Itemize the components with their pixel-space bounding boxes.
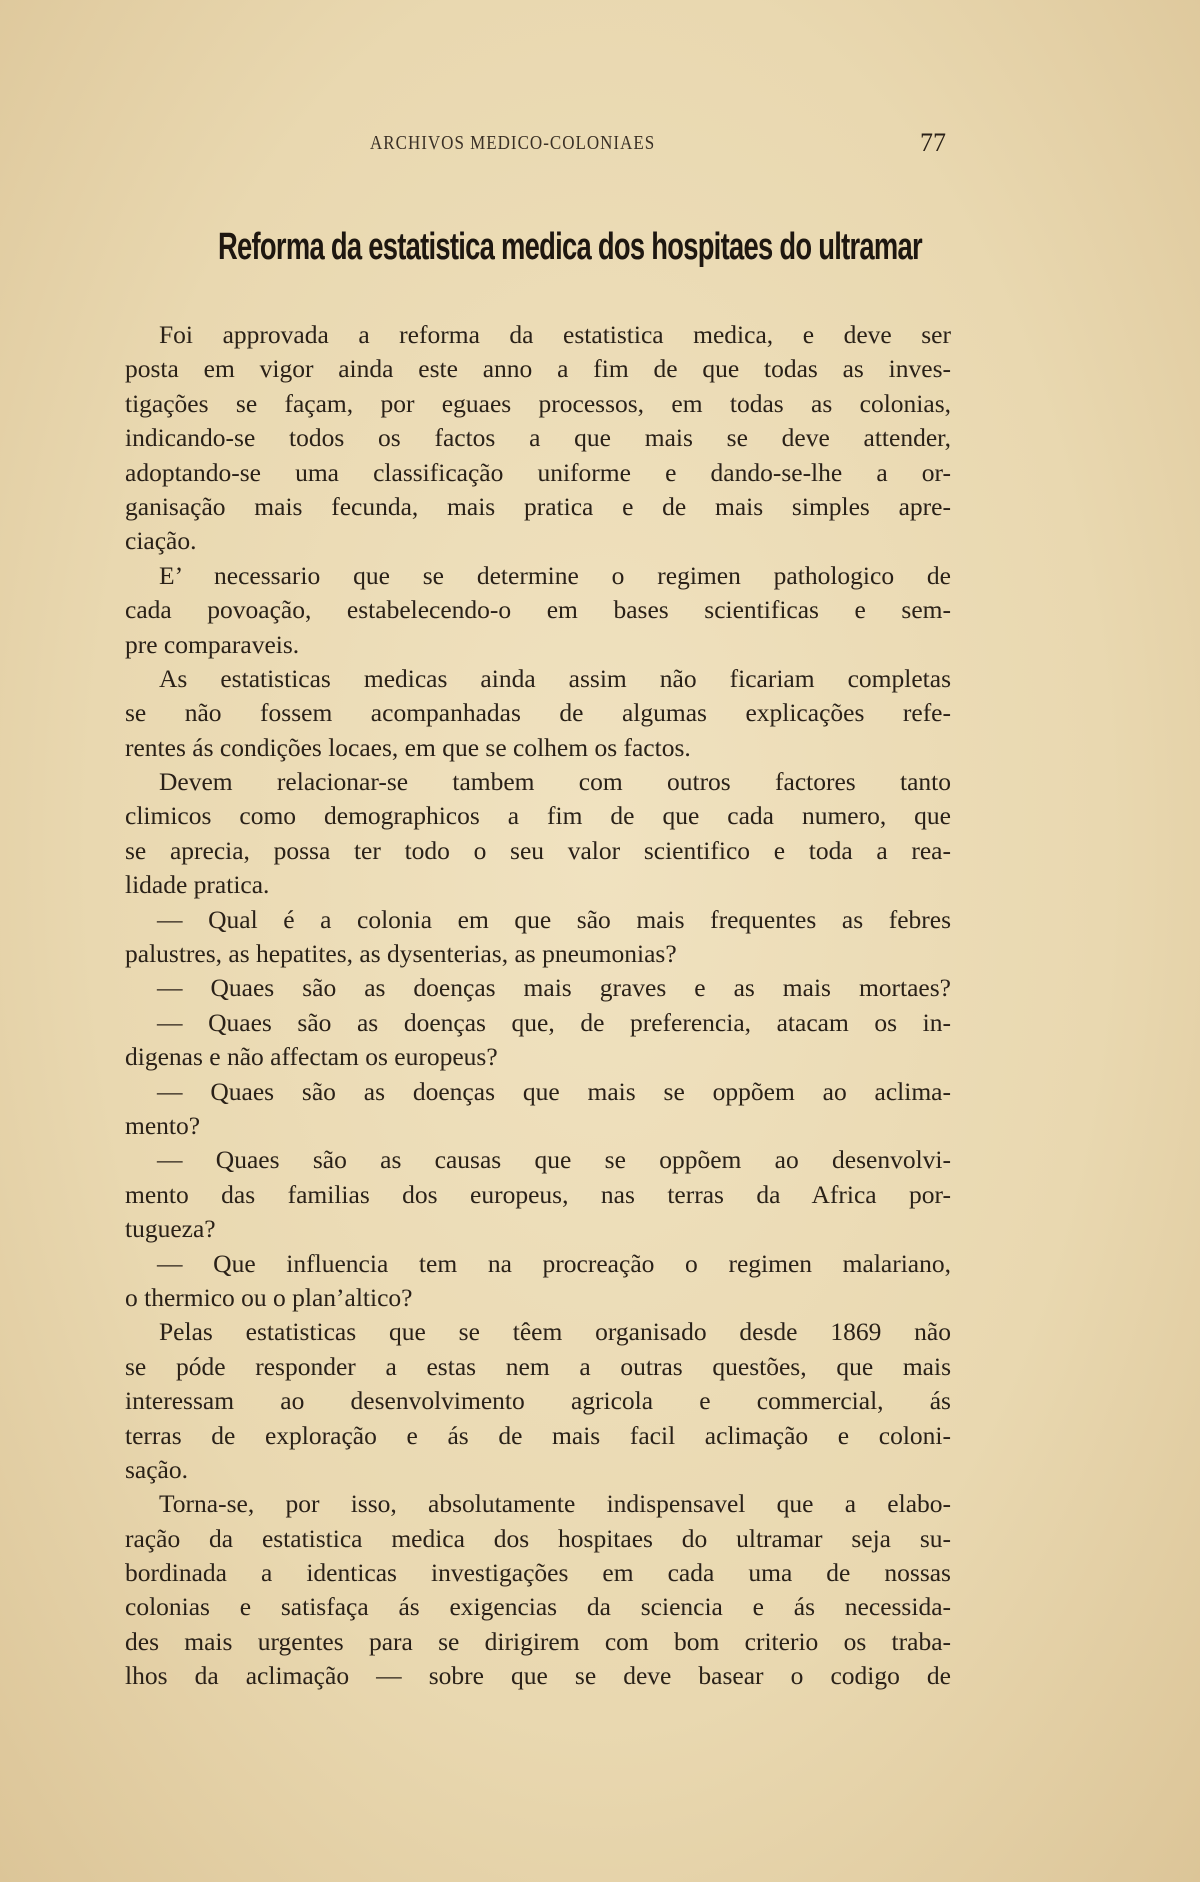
running-head: ARCHIVOS MEDICO-COLONIAES (370, 131, 656, 154)
text-line: E’ necessario que se determine o regimen pathologico de (159, 560, 951, 590)
text-line: — Quaes são as causas que se oppõem ao desenvolvi- (157, 1145, 951, 1175)
text-line: — Quaes são as doenças que mais se oppõem ao aclima- (157, 1076, 951, 1106)
page-number: 77 (920, 128, 946, 157)
text-line: ração da estatistica medica dos hospitaes do ultramar seja su- (125, 1523, 951, 1553)
text-line: tugueza? (125, 1214, 216, 1244)
text-line: ganisação mais fecunda, mais pratica e de mais simples apre- (125, 491, 951, 521)
text-line: adoptando-se uma classificação uniforme e dando-se-lhe a or- (125, 457, 951, 487)
text-line: interessam ao desenvolvimento agricola e commercial, ás (125, 1386, 951, 1416)
text-line: Torna-se, por isso, absolutamente indispensavel que a elabo- (159, 1489, 951, 1519)
text-line: rentes ás condições locaes, em que se colhem os factos. (125, 732, 691, 762)
text-line: cada povoação, estabelecendo-o em bases scientificas e sem- (125, 595, 951, 625)
article-body (125, 318, 951, 1694)
text-line: o thermico ou o plan’altico? (125, 1282, 413, 1312)
text-line: mento das familias dos europeus, nas terras da Africa por- (125, 1179, 951, 1209)
text-line: sação. (125, 1454, 189, 1484)
text-line: mento? (125, 1110, 201, 1140)
text-line: — Quaes são as doenças que, de preferencia, atacam os in- (157, 1007, 951, 1037)
text-line: As estatisticas medicas ainda assim não ficariam completas (159, 663, 951, 693)
text-line: ciação. (125, 526, 197, 556)
text-line: digenas e não affectam os europeus? (125, 1042, 498, 1072)
text-line: des mais urgentes para se dirigirem com bom criterio os traba- (125, 1626, 951, 1656)
text-line: Devem relacionar-se tambem com outros factores tanto (159, 767, 951, 797)
text-line: indicando-se todos os factos a que mais se deve attender, (125, 423, 951, 453)
text-line: — Quaes são as doenças mais graves e as mais mortaes? (157, 973, 951, 1003)
text-line: climicos como demographicos a fim de que cada numero, que (125, 801, 951, 831)
text-line: bordinada a identicas investigações em cada uma de nossas (125, 1558, 951, 1588)
text-line: palustres, as hepatites, as dysenterias, as pneumonias? (125, 939, 677, 969)
text-line: se aprecia, possa ter todo o seu valor scientifico e toda a rea- (125, 835, 951, 865)
text-line: lhos da aclimação — sobre que se deve basear o codigo de (125, 1661, 951, 1691)
text-line: Pelas estatisticas que se têem organisado desde 1869 não (159, 1317, 951, 1347)
text-line: — Que influencia tem na procreação o regimen malariano, (157, 1248, 951, 1278)
text-line: Foi approvada a reforma da estatistica medica, e deve ser (159, 320, 951, 349)
text-line: terras de exploração e ás de mais facil aclimação e coloni- (125, 1420, 951, 1450)
text-line: posta em vigor ainda este anno a fim de que todas as inves- (125, 354, 951, 384)
text-line: — Qual é a colonia em que são mais frequentes as febres (157, 904, 951, 934)
text-line: se não fossem acompanhadas de algumas explicações refe- (125, 698, 951, 728)
text-line: se póde responder a estas nem a outras questões, que mais (125, 1351, 951, 1381)
text-line: pre comparaveis. (125, 629, 300, 659)
text-line: lidade pratica. (125, 870, 270, 900)
article-title: Reforma da estatistica medica dos hospitaes do ultramar (218, 226, 922, 268)
text-line: colonias e satisfaça ás exigencias da sciencia e ás necessida- (125, 1592, 951, 1622)
text-line: tigações se façam, por eguaes processos, em todas as colonias, (125, 388, 951, 418)
